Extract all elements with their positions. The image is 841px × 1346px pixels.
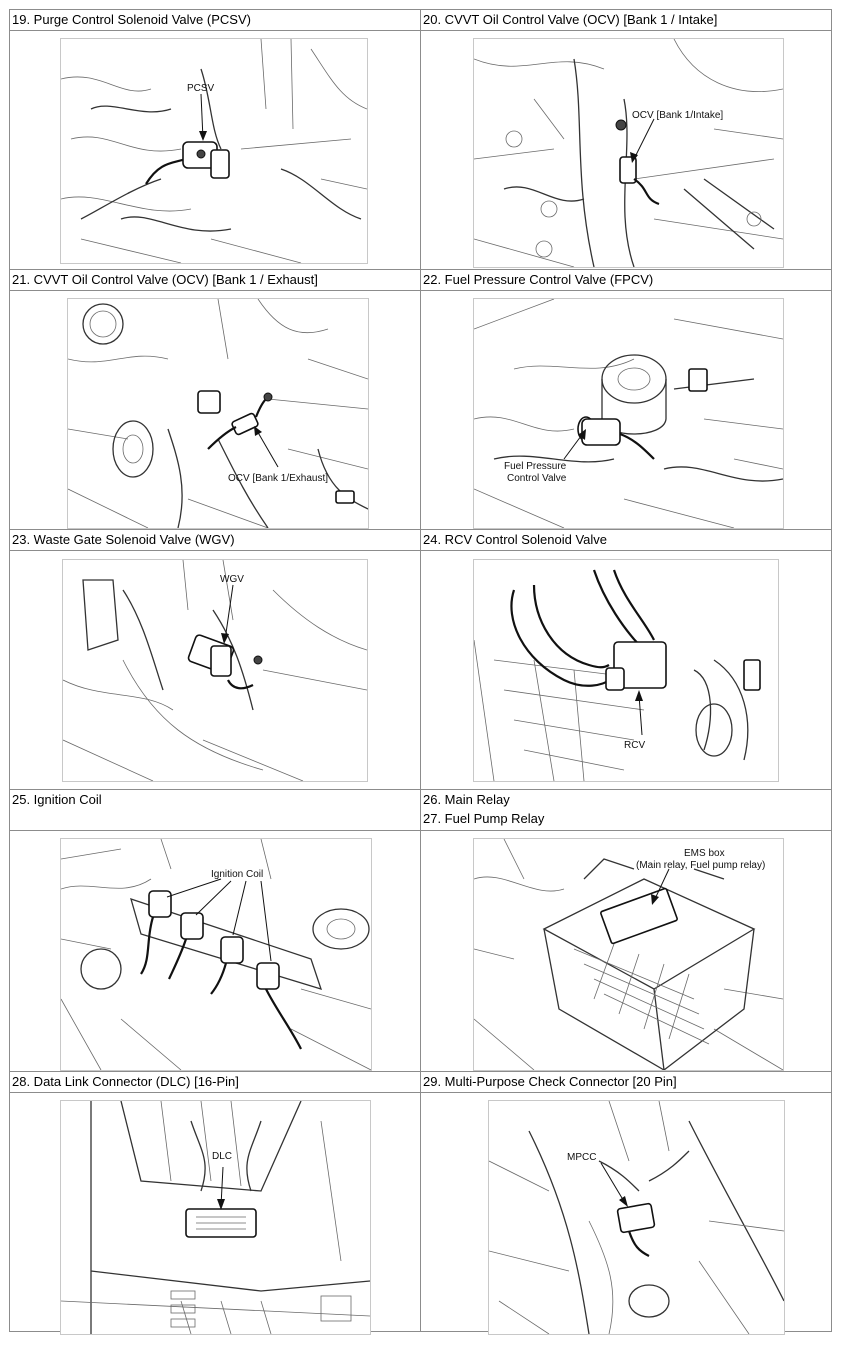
cell-title-mpcc: 29. Multi-Purpose Check Connector [20 Pin] xyxy=(421,1072,832,1093)
wgv-diagram xyxy=(62,559,368,782)
ocv-exhaust-label: OCV [Bank 1/Exhaust] xyxy=(228,473,329,484)
pcsv-label: PCSV xyxy=(187,83,215,94)
figure-cell-relays xyxy=(421,831,832,1072)
dlc-label: DLC xyxy=(212,1151,233,1162)
fpcv-label-line2: Control Valve xyxy=(507,473,567,484)
ems-box-label-line2: (Main relay, Fuel pump relay) xyxy=(636,860,766,871)
figure-cell-wgv xyxy=(10,551,421,790)
figure-cell-dlc xyxy=(10,1093,421,1332)
wgv-label: WGV xyxy=(220,574,244,585)
figure-cell-fpcv xyxy=(421,291,832,530)
ignition-coil-title: 25. Ignition Coil xyxy=(12,792,102,807)
component-location-table xyxy=(9,9,832,1332)
figure-cell-pcsv xyxy=(10,31,421,270)
main-relay-title: 26. Main Relay xyxy=(423,792,510,807)
figure-cell-ignition-coil xyxy=(10,831,421,1072)
cell-title-pcsv: 19. Purge Control Solenoid Valve (PCSV) xyxy=(10,10,421,31)
ignition-coil-label: Ignition Coil xyxy=(211,869,264,880)
mpcc-label: MPCC xyxy=(567,1152,597,1163)
cell-title-relays xyxy=(421,790,832,831)
figure-cell-ocv-exhaust xyxy=(10,291,421,530)
rcv-diagram xyxy=(473,559,779,782)
ems-box-label-line1: EMS box xyxy=(684,848,725,859)
cell-title-ignition-coil xyxy=(10,790,421,831)
ocv-exhaust-diagram xyxy=(67,298,369,529)
rcv-label: RCV xyxy=(624,740,646,751)
cell-title-ocv-exhaust: 21. CVVT Oil Control Valve (OCV) [Bank 1 / Exhaust] xyxy=(10,270,421,291)
cell-title-dlc: 28. Data Link Connector (DLC) [16-Pin] xyxy=(10,1072,421,1093)
mpcc-diagram xyxy=(488,1100,785,1335)
fpcv-diagram xyxy=(473,298,784,529)
ems-box-diagram xyxy=(473,838,784,1071)
cell-title-ocv-intake: 20. CVVT Oil Control Valve (OCV) [Bank 1 / Intake] xyxy=(421,10,832,31)
figure-cell-mpcc xyxy=(421,1093,832,1332)
pcsv-diagram xyxy=(60,38,368,264)
ocv-intake-label: OCV [Bank 1/Intake] xyxy=(632,110,724,121)
cell-title-fpcv: 22. Fuel Pressure Control Valve (FPCV) xyxy=(421,270,832,291)
cell-title-rcv: 24. RCV Control Solenoid Valve xyxy=(421,530,832,551)
figure-cell-rcv xyxy=(421,551,832,790)
cell-title-wgv: 23. Waste Gate Solenoid Valve (WGV) xyxy=(10,530,421,551)
ocv-intake-diagram xyxy=(473,38,784,268)
ignition-coil-diagram xyxy=(60,838,372,1071)
fuel-pump-relay-title: 27. Fuel Pump Relay xyxy=(423,811,545,826)
fpcv-label-line1: Fuel Pressure xyxy=(504,461,567,472)
dlc-diagram xyxy=(60,1100,371,1335)
figure-cell-ocv-intake xyxy=(421,31,832,270)
